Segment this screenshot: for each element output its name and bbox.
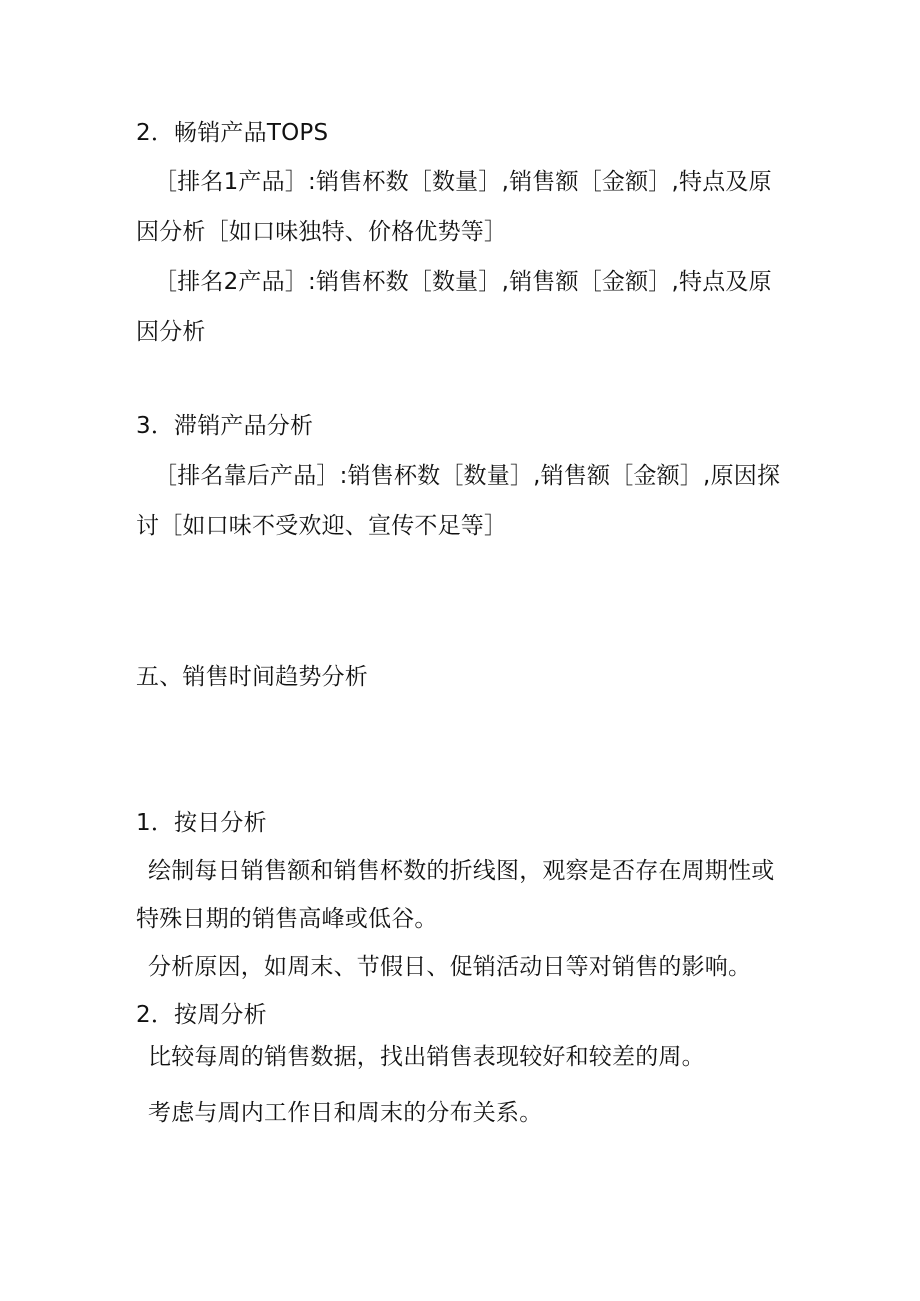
heading-slow-selling-products: 3．滞销产品分析 [136, 413, 314, 439]
paragraph-low-rank-line2: 讨［如口味不受欢迎、宣传不足等］ [136, 513, 508, 539]
paragraph-daily-line1: 绘制每日销售额和销售杯数的折线图，观察是否存在周期性或 [148, 858, 775, 884]
paragraph-daily-line2: 特殊日期的销售高峰或低谷。 [136, 906, 438, 932]
paragraph-daily-line3: 分析原因，如周末、节假日、促销活动日等对销售的影响。 [148, 954, 752, 980]
paragraph-rank2-line2: 因分析 [136, 319, 206, 345]
heading-bestselling-products: 2．畅销产品TOPS [136, 120, 329, 146]
paragraph-rank1-line1: ［排名1产品］:销售杯数［数量］,销售额［金额］,特点及原 [154, 169, 772, 195]
heading-daily-analysis: 1．按日分析 [136, 810, 267, 836]
paragraph-rank2-line1: ［排名2产品］:销售杯数［数量］,销售额［金额］,特点及原 [154, 269, 772, 295]
paragraph-weekly-line2: 考虑与周内工作日和周末的分布关系。 [148, 1100, 543, 1126]
section-title-sales-time-trend: 五、销售时间趋势分析 [136, 664, 368, 690]
paragraph-rank1-line2: 因分析［如口味独特、价格优势等］ [136, 219, 508, 245]
paragraph-low-rank-line1: ［排名靠后产品］:销售杯数［数量］,销售额［金额］,原因探 [154, 463, 781, 489]
heading-weekly-analysis: 2．按周分析 [136, 1002, 267, 1028]
paragraph-weekly-line1: 比较每周的销售数据，找出销售表现较好和较差的周。 [148, 1044, 705, 1070]
